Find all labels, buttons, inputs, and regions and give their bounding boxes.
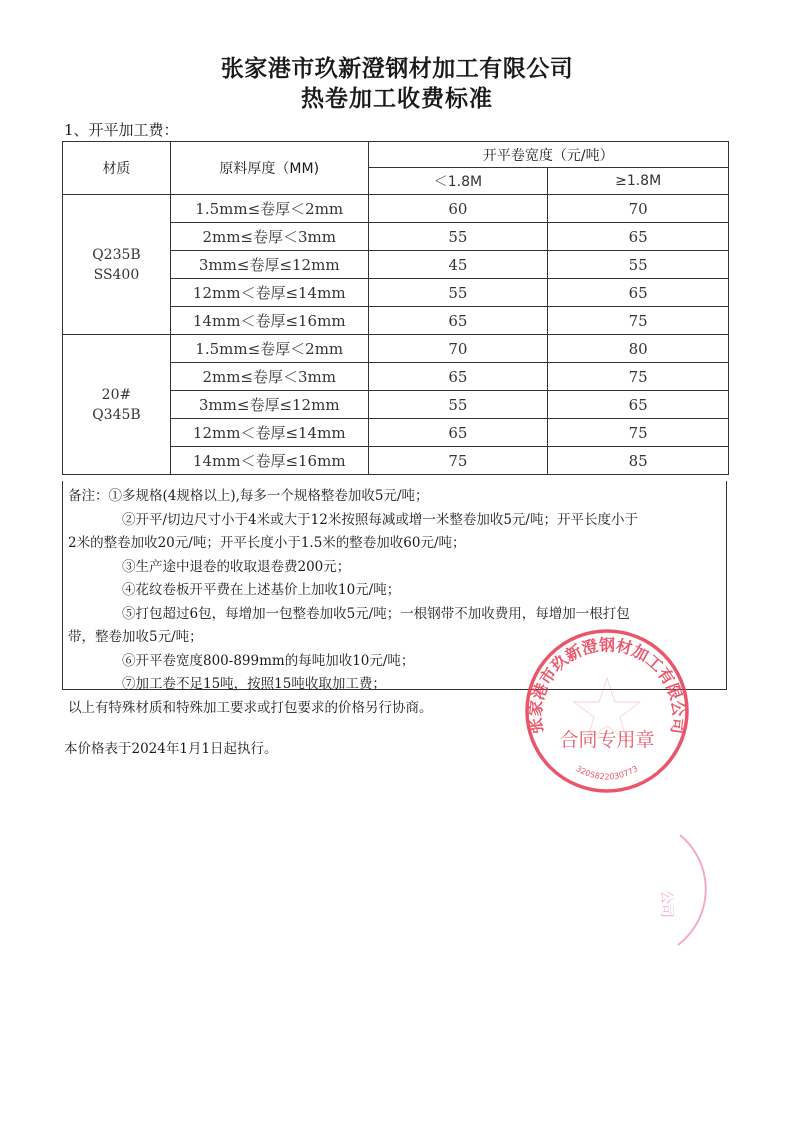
price-wide-cell: 70: [548, 195, 729, 223]
price-wide-cell: 65: [548, 391, 729, 419]
thickness-cell: 14mm＜卷厚≤16mm: [170, 447, 368, 475]
price-narrow-cell: 55: [368, 223, 548, 251]
thickness-cell: 3mm≤卷厚≤12mm: [170, 391, 368, 419]
thickness-cell: 14mm＜卷厚≤16mm: [170, 307, 368, 335]
price-narrow-cell: 70: [368, 335, 548, 363]
note-line: 带，整卷加收5元/吨；: [68, 629, 203, 645]
header-thickness: 原料厚度（MM): [170, 142, 368, 195]
thickness-cell: 12mm＜卷厚≤14mm: [170, 279, 368, 307]
price-narrow-cell: 65: [368, 307, 548, 335]
table-row: [63, 195, 729, 223]
note-line: ③生产途中退卷的收取退卷费200元；: [122, 558, 351, 575]
note-line: ⑦加工卷不足15吨，按照15吨收取加工费；: [122, 676, 386, 692]
material-name: Q235B: [92, 246, 141, 263]
thickness-cell: 1.5mm≤卷厚＜2mm: [170, 335, 368, 363]
price-wide-cell: 85: [548, 447, 729, 475]
table-row: [63, 335, 729, 363]
material-name: 20#: [101, 386, 132, 403]
header-wide: ≥1.8M: [548, 168, 729, 195]
price-narrow-cell: 55: [368, 391, 548, 419]
thickness-cell: 12mm＜卷厚≤14mm: [170, 419, 368, 447]
material-name: SS400: [93, 266, 140, 283]
partial-seal: [658, 830, 740, 950]
seal-ring: [527, 631, 687, 791]
effective-date: 本价格表于2024年1月1日起执行。: [64, 741, 278, 757]
partial-seal-arc: [678, 835, 706, 945]
note-line: ⑤打包超过6包，每增加一包整卷加收5元/吨；一根钢带不加收费用，每增加一根打包: [122, 605, 630, 622]
note-line: ②开平/切边尺寸小于4米或大于12米按照每减或增一米整卷加收5元/吨；开平长度小于: [122, 511, 638, 528]
company-name: 张家港市玖新澄钢材加工有限公司: [220, 56, 574, 82]
price-wide-cell: 75: [548, 419, 729, 447]
note-line: 以上有特殊材质和特殊加工要求或打包要求的价格另行协商。: [68, 699, 433, 716]
price-narrow-cell: 55: [368, 279, 548, 307]
thickness-cell: 3mm≤卷厚≤12mm: [170, 251, 368, 279]
thickness-cell: 1.5mm≤卷厚＜2mm: [170, 195, 368, 223]
section-heading: 1、开平加工费：: [64, 121, 179, 139]
partial-seal-text: 公司: [658, 890, 674, 918]
material-name: Q345B: [92, 406, 141, 423]
price-wide-cell: 80: [548, 335, 729, 363]
document-title: 热卷加工收费标准: [301, 86, 493, 112]
price-narrow-cell: 45: [368, 251, 548, 279]
price-wide-cell: 55: [548, 251, 729, 279]
thickness-cell: 2mm≤卷厚＜3mm: [170, 223, 368, 251]
note-line: ⑥开平卷宽度800-899mm的每吨加收10元/吨；: [122, 652, 415, 669]
seal-ring-text: 张家港市玖新澄钢材加工有限公司: [525, 635, 689, 736]
seal-number: 3205822030773: [574, 764, 640, 782]
price-wide-cell: 65: [548, 223, 729, 251]
note-line: ④花纹卷板开平费在上述基价上加收10元/吨；: [122, 582, 401, 598]
price-wide-cell: 75: [548, 307, 729, 335]
seal-center-text: 合同专用章: [559, 729, 655, 751]
company-seal: [522, 626, 692, 796]
price-narrow-cell: 65: [368, 363, 548, 391]
note-line: 备注：①多规格(4规格以上),每多一个规格整卷加收5元/吨；: [68, 488, 429, 504]
header-narrow: ＜1.8M: [368, 168, 548, 195]
price-narrow-cell: 60: [368, 195, 548, 223]
fee-table: [62, 141, 729, 475]
header-material: 材质: [63, 142, 171, 195]
material-cell: [63, 335, 171, 475]
price-narrow-cell: 65: [368, 419, 548, 447]
price-wide-cell: 75: [548, 363, 729, 391]
material-cell: [63, 195, 171, 335]
note-line: 2米的整卷加收20元/吨；开平长度小于1.5米的整卷加收60元/吨；: [68, 535, 466, 551]
thickness-cell: 2mm≤卷厚＜3mm: [170, 363, 368, 391]
price-wide-cell: 65: [548, 279, 729, 307]
fee-table-body: [63, 195, 729, 475]
price-narrow-cell: 75: [368, 447, 548, 475]
header-width-group: 开平卷宽度（元/吨）: [368, 142, 728, 168]
